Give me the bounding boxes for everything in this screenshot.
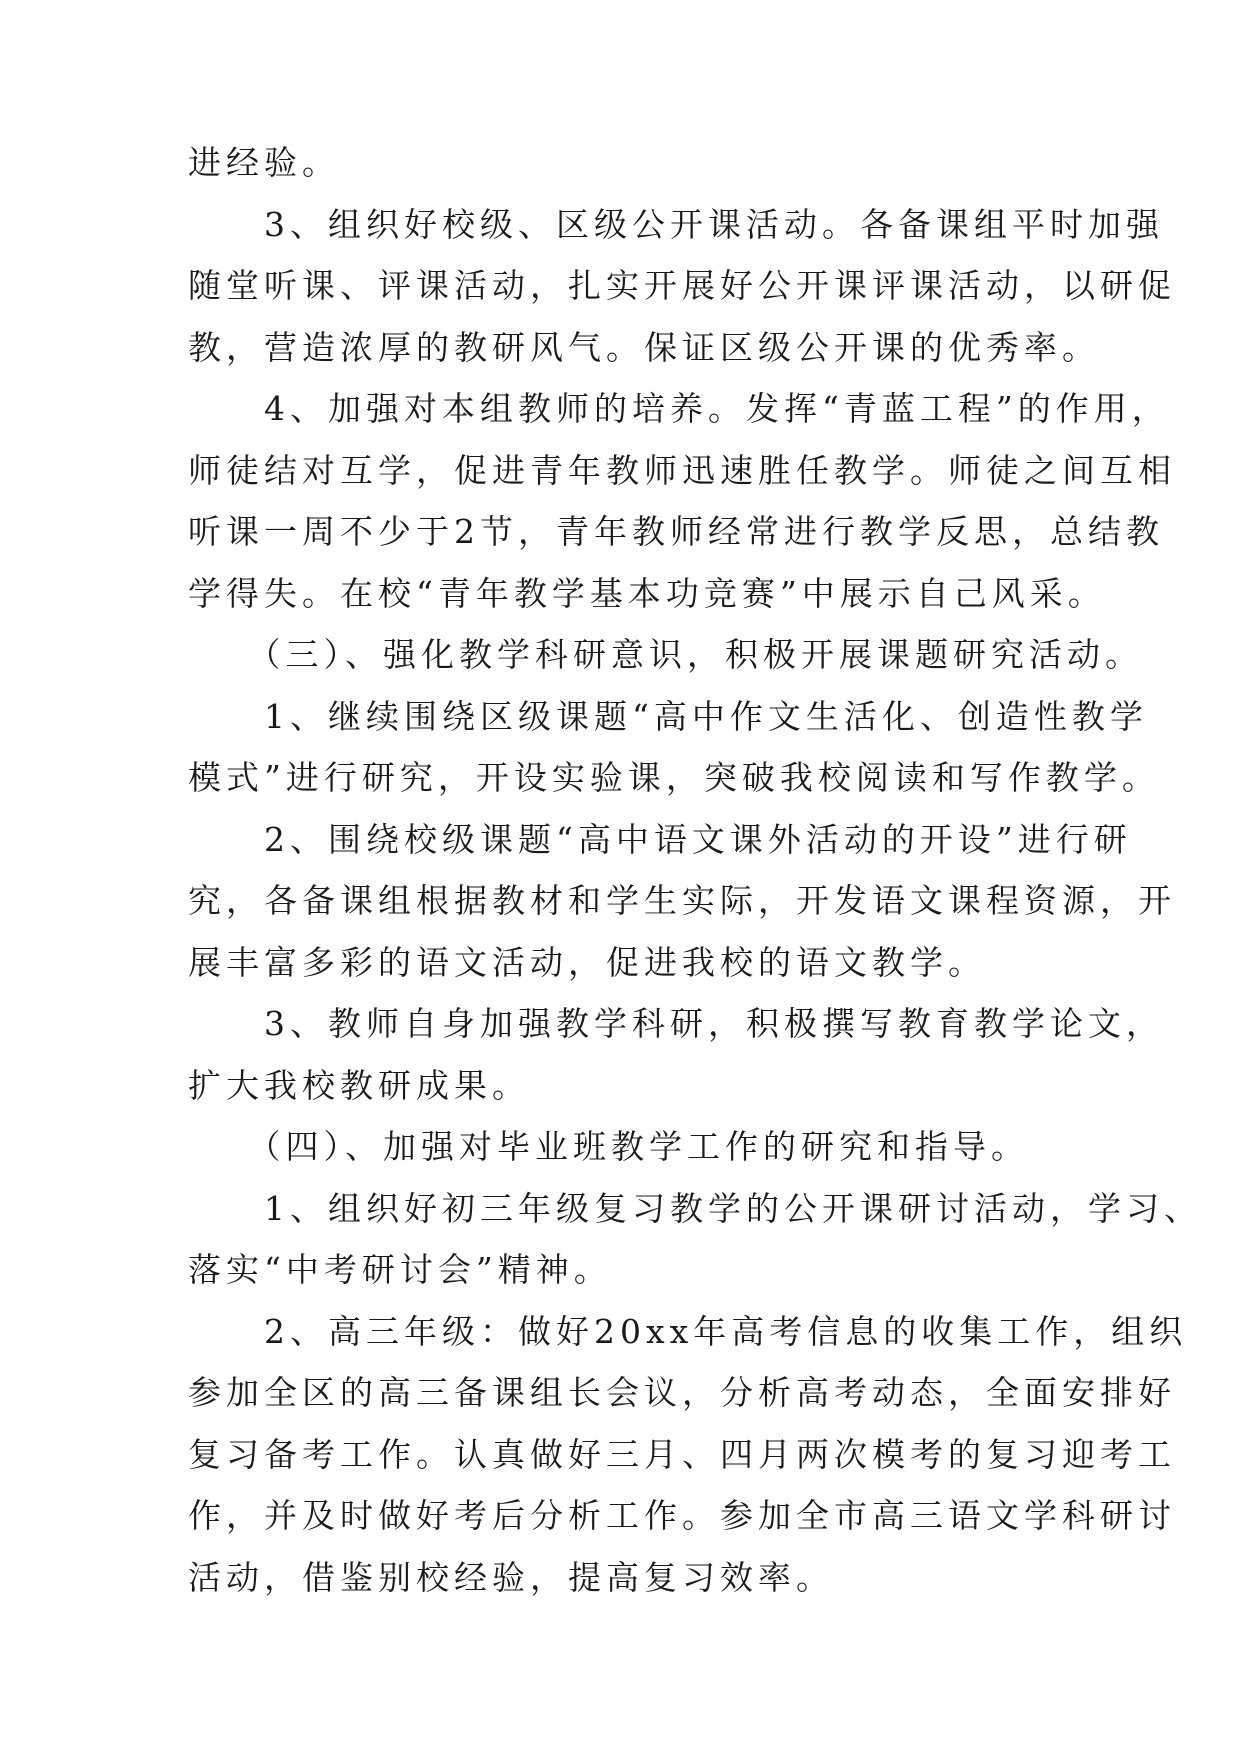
- text-line: 参加全区的高三备课组长会议，分析高考动态，全面安排好: [188, 1373, 1176, 1412]
- text-line: 模式”进行研究，开设实验课，突破我校阅读和写作教学。: [188, 758, 1160, 797]
- text-line: 随堂听课、评课活动，扎实开展好公开课评课活动，以研促: [188, 266, 1176, 305]
- text-line: 3、组织好校级、区级公开课活动。各备课组平时加强: [188, 205, 1164, 244]
- text-line: 听课一周不少于2节，青年教师经常进行教学反思，总结教: [188, 512, 1164, 551]
- text-line: 教，营造浓厚的教研风气。保证区级公开课的优秀率。: [188, 328, 1100, 367]
- text-line: 学得失。在校“青年教学基本功竞赛”中展示自己风采。: [188, 574, 1106, 613]
- text-line: 落实“中考研讨会”精神。: [188, 1250, 612, 1289]
- text-line: 作，并及时做好考后分析工作。参加全市高三语文学科研讨: [188, 1496, 1176, 1535]
- text-line: 活动，借鉴别校经验，提高复习效率。: [188, 1558, 834, 1597]
- text-line: 2、高三年级：做好20xx年高考信息的收集工作，组织: [188, 1312, 1188, 1351]
- text-line: 复习备考工作。认真做好三月、四月两次模考的复习迎考工: [188, 1435, 1176, 1474]
- text-line: 4、加强对本组教师的培养。发挥“青蓝工程”的作用，: [188, 389, 1170, 428]
- text-line: 究，各备课组根据教材和学生实际，开发语文课程资源，开: [188, 881, 1176, 920]
- section-heading: （三）、强化教学科研意识，积极开展课题研究活动。: [188, 635, 1143, 674]
- text-line: 2、围绕校级课题“高中语文课外活动的开设”进行研: [188, 820, 1132, 859]
- text-line: 扩大我校教研成果。: [188, 1066, 530, 1105]
- text-line: 1、组织好初三年级复习教学的公开课研讨活动，学习、: [188, 1189, 1202, 1228]
- text-line: 展丰富多彩的语文活动，促进我校的语文教学。: [188, 943, 986, 982]
- text-line: 1、继续围绕区级课题“高中作文生活化、创造性教学: [188, 697, 1148, 736]
- section-heading: （四）、加强对毕业班教学工作的研究和指导。: [188, 1127, 1029, 1166]
- text-line: 3、教师自身加强教学科研，积极撰写教育教学论文，: [188, 1004, 1164, 1043]
- text-line: 进经验。: [188, 143, 340, 182]
- text-line: 师徒结对互学，促进青年教师迅速胜任教学。师徒之间互相: [188, 451, 1176, 490]
